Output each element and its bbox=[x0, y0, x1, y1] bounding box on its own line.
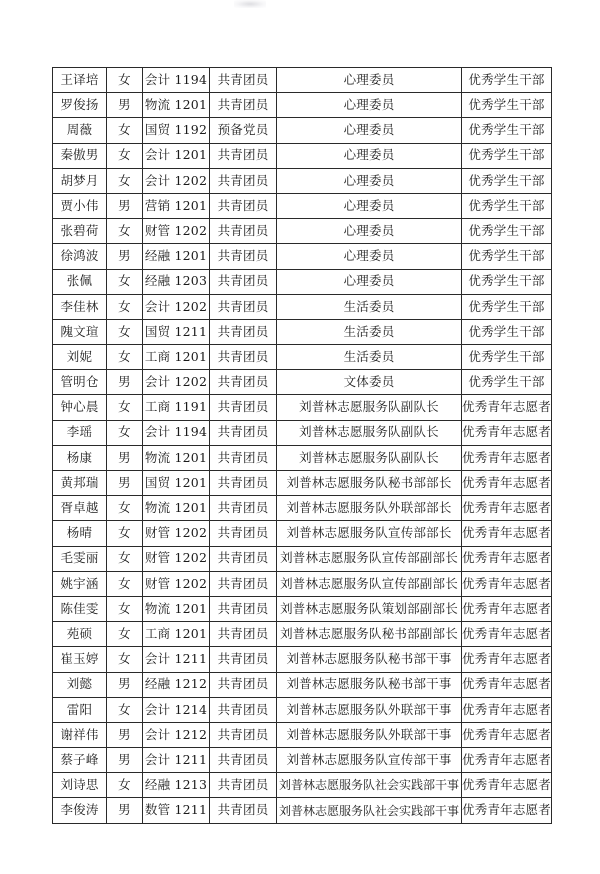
table-row bbox=[53, 798, 552, 823]
class-cell: 会计 1211 bbox=[143, 647, 210, 672]
position-cell: 刘普林志愿服务队社会实践部干事 bbox=[277, 773, 462, 798]
gender-cell: 女 bbox=[107, 773, 143, 798]
student-name-cell: 姚宇涵 bbox=[53, 571, 107, 596]
student-name-cell: 谢祥伟 bbox=[53, 722, 107, 747]
position-cell: 刘普林志愿服务队秘书部副部长 bbox=[277, 622, 462, 647]
award-cell: 优秀青年志愿者 bbox=[462, 672, 552, 697]
table-row bbox=[53, 748, 552, 773]
student-name-cell: 张佩 bbox=[53, 269, 107, 294]
table-row bbox=[53, 93, 552, 118]
student-name-cell: 毛雯丽 bbox=[53, 546, 107, 571]
table-row bbox=[53, 773, 552, 798]
position-cell: 刘普林志愿服务队副队长 bbox=[277, 445, 462, 470]
political-status-cell: 共青团员 bbox=[210, 319, 277, 344]
class-cell: 会计 1202 bbox=[143, 294, 210, 319]
roster-body bbox=[53, 68, 552, 824]
award-cell: 优秀青年志愿者 bbox=[462, 622, 552, 647]
award-cell: 优秀青年志愿者 bbox=[462, 395, 552, 420]
student-name-cell: 蔡子峰 bbox=[53, 748, 107, 773]
political-status-cell: 共青团员 bbox=[210, 395, 277, 420]
table-row bbox=[53, 319, 552, 344]
table-row bbox=[53, 269, 552, 294]
table-row bbox=[53, 244, 552, 269]
table-row bbox=[53, 168, 552, 193]
student-name-cell: 杨康 bbox=[53, 445, 107, 470]
position-cell: 心理委员 bbox=[277, 244, 462, 269]
position-cell: 刘普林志愿服务队秘书部部长 bbox=[277, 471, 462, 496]
table-row bbox=[53, 697, 552, 722]
table-row bbox=[53, 193, 552, 218]
political-status-cell: 共青团员 bbox=[210, 168, 277, 193]
political-status-cell: 共青团员 bbox=[210, 219, 277, 244]
award-cell: 优秀学生干部 bbox=[462, 193, 552, 218]
student-name-cell: 王译培 bbox=[53, 68, 107, 93]
position-cell: 刘普林志愿服务队社会实践部干事 bbox=[277, 798, 462, 823]
political-status-cell: 共青团员 bbox=[210, 748, 277, 773]
table-row bbox=[53, 395, 552, 420]
gender-cell: 女 bbox=[107, 294, 143, 319]
student-name-cell: 钟心晨 bbox=[53, 395, 107, 420]
political-status-cell: 共青团员 bbox=[210, 521, 277, 546]
award-cell: 优秀青年志愿者 bbox=[462, 798, 552, 823]
class-cell: 经融 1213 bbox=[143, 773, 210, 798]
student-name-cell: 秦傲男 bbox=[53, 143, 107, 168]
gender-cell: 女 bbox=[107, 395, 143, 420]
class-cell: 物流 1201 bbox=[143, 496, 210, 521]
class-cell: 财管 1202 bbox=[143, 571, 210, 596]
position-cell: 刘普林志愿服务队外联部干事 bbox=[277, 722, 462, 747]
award-cell: 优秀学生干部 bbox=[462, 244, 552, 269]
award-roster-table bbox=[52, 67, 552, 824]
award-cell: 优秀学生干部 bbox=[462, 168, 552, 193]
scan-artifact-mark bbox=[234, 0, 266, 8]
political-status-cell: 共青团员 bbox=[210, 68, 277, 93]
award-cell: 优秀青年志愿者 bbox=[462, 722, 552, 747]
table-row bbox=[53, 370, 552, 395]
class-cell: 物流 1201 bbox=[143, 596, 210, 621]
position-cell: 心理委员 bbox=[277, 168, 462, 193]
political-status-cell: 共青团员 bbox=[210, 143, 277, 168]
student-name-cell: 李瑶 bbox=[53, 420, 107, 445]
award-cell: 优秀学生干部 bbox=[462, 219, 552, 244]
gender-cell: 女 bbox=[107, 571, 143, 596]
student-name-cell: 徐鸿波 bbox=[53, 244, 107, 269]
student-name-cell: 陈佳雯 bbox=[53, 596, 107, 621]
student-name-cell: 隗文瑄 bbox=[53, 319, 107, 344]
gender-cell: 男 bbox=[107, 244, 143, 269]
position-cell: 刘普林志愿服务队秘书部干事 bbox=[277, 647, 462, 672]
position-cell: 刘普林志愿服务队宣传部干事 bbox=[277, 748, 462, 773]
student-name-cell: 李俊涛 bbox=[53, 798, 107, 823]
position-cell: 心理委员 bbox=[277, 93, 462, 118]
student-name-cell: 胡梦月 bbox=[53, 168, 107, 193]
student-name-cell: 胥卓越 bbox=[53, 496, 107, 521]
award-cell: 优秀青年志愿者 bbox=[462, 471, 552, 496]
position-cell: 刘普林志愿服务队宣传部副部长 bbox=[277, 571, 462, 596]
class-cell: 物流 1201 bbox=[143, 445, 210, 470]
award-cell: 优秀青年志愿者 bbox=[462, 773, 552, 798]
gender-cell: 女 bbox=[107, 596, 143, 621]
class-cell: 经融 1201 bbox=[143, 244, 210, 269]
table-row bbox=[53, 143, 552, 168]
award-cell: 优秀学生干部 bbox=[462, 319, 552, 344]
gender-cell: 女 bbox=[107, 546, 143, 571]
award-cell: 优秀青年志愿者 bbox=[462, 420, 552, 445]
award-cell: 优秀青年志愿者 bbox=[462, 546, 552, 571]
table-row bbox=[53, 596, 552, 621]
class-cell: 经融 1212 bbox=[143, 672, 210, 697]
award-cell: 优秀青年志愿者 bbox=[462, 748, 552, 773]
class-cell: 会计 1202 bbox=[143, 370, 210, 395]
class-cell: 会计 1194 bbox=[143, 420, 210, 445]
gender-cell: 女 bbox=[107, 118, 143, 143]
class-cell: 会计 1214 bbox=[143, 697, 210, 722]
gender-cell: 女 bbox=[107, 143, 143, 168]
position-cell: 刘普林志愿服务队副队长 bbox=[277, 420, 462, 445]
position-cell: 刘普林志愿服务队宣传部副部长 bbox=[277, 546, 462, 571]
political-status-cell: 共青团员 bbox=[210, 496, 277, 521]
gender-cell: 女 bbox=[107, 269, 143, 294]
political-status-cell: 共青团员 bbox=[210, 596, 277, 621]
gender-cell: 女 bbox=[107, 319, 143, 344]
political-status-cell: 共青团员 bbox=[210, 294, 277, 319]
student-name-cell: 黄邦瑞 bbox=[53, 471, 107, 496]
gender-cell: 女 bbox=[107, 496, 143, 521]
gender-cell: 女 bbox=[107, 647, 143, 672]
position-cell: 心理委员 bbox=[277, 118, 462, 143]
political-status-cell: 共青团员 bbox=[210, 622, 277, 647]
position-cell: 刘普林志愿服务队秘书部干事 bbox=[277, 672, 462, 697]
gender-cell: 男 bbox=[107, 193, 143, 218]
award-cell: 优秀青年志愿者 bbox=[462, 647, 552, 672]
award-cell: 优秀青年志愿者 bbox=[462, 445, 552, 470]
student-name-cell: 管明仓 bbox=[53, 370, 107, 395]
gender-cell: 女 bbox=[107, 697, 143, 722]
political-status-cell: 共青团员 bbox=[210, 93, 277, 118]
gender-cell: 女 bbox=[107, 521, 143, 546]
political-status-cell: 共青团员 bbox=[210, 798, 277, 823]
political-status-cell: 共青团员 bbox=[210, 546, 277, 571]
class-cell: 工商 1201 bbox=[143, 345, 210, 370]
political-status-cell: 共青团员 bbox=[210, 244, 277, 269]
student-name-cell: 贾小伟 bbox=[53, 193, 107, 218]
position-cell: 刘普林志愿服务队宣传部部长 bbox=[277, 521, 462, 546]
student-name-cell: 罗俊扬 bbox=[53, 93, 107, 118]
class-cell: 物流 1201 bbox=[143, 93, 210, 118]
student-name-cell: 周薇 bbox=[53, 118, 107, 143]
award-cell: 优秀青年志愿者 bbox=[462, 571, 552, 596]
student-name-cell: 崔玉婷 bbox=[53, 647, 107, 672]
gender-cell: 男 bbox=[107, 445, 143, 470]
position-cell: 心理委员 bbox=[277, 193, 462, 218]
table-row bbox=[53, 471, 552, 496]
gender-cell: 男 bbox=[107, 748, 143, 773]
political-status-cell: 共青团员 bbox=[210, 672, 277, 697]
award-cell: 优秀青年志愿者 bbox=[462, 496, 552, 521]
class-cell: 会计 1211 bbox=[143, 748, 210, 773]
award-cell: 优秀学生干部 bbox=[462, 269, 552, 294]
gender-cell: 男 bbox=[107, 93, 143, 118]
award-cell: 优秀学生干部 bbox=[462, 370, 552, 395]
award-cell: 优秀青年志愿者 bbox=[462, 596, 552, 621]
table-row bbox=[53, 672, 552, 697]
table-row bbox=[53, 647, 552, 672]
class-cell: 数管 1211 bbox=[143, 798, 210, 823]
political-status-cell: 共青团员 bbox=[210, 722, 277, 747]
political-status-cell: 共青团员 bbox=[210, 697, 277, 722]
award-cell: 优秀学生干部 bbox=[462, 143, 552, 168]
student-name-cell: 雷阳 bbox=[53, 697, 107, 722]
political-status-cell: 共青团员 bbox=[210, 647, 277, 672]
class-cell: 国贸 1192 bbox=[143, 118, 210, 143]
class-cell: 会计 1202 bbox=[143, 168, 210, 193]
gender-cell: 女 bbox=[107, 219, 143, 244]
gender-cell: 女 bbox=[107, 345, 143, 370]
award-cell: 优秀学生干部 bbox=[462, 118, 552, 143]
table-row bbox=[53, 445, 552, 470]
table-row bbox=[53, 722, 552, 747]
award-cell: 优秀青年志愿者 bbox=[462, 521, 552, 546]
class-cell: 财管 1202 bbox=[143, 521, 210, 546]
political-status-cell: 共青团员 bbox=[210, 571, 277, 596]
class-cell: 营销 1201 bbox=[143, 193, 210, 218]
position-cell: 心理委员 bbox=[277, 269, 462, 294]
table-row bbox=[53, 420, 552, 445]
award-cell: 优秀学生干部 bbox=[462, 345, 552, 370]
table-row bbox=[53, 571, 552, 596]
position-cell: 刘普林志愿服务队策划部副部长 bbox=[277, 596, 462, 621]
gender-cell: 男 bbox=[107, 370, 143, 395]
student-name-cell: 李佳林 bbox=[53, 294, 107, 319]
award-cell: 优秀学生干部 bbox=[462, 294, 552, 319]
position-cell: 生活委员 bbox=[277, 294, 462, 319]
gender-cell: 男 bbox=[107, 722, 143, 747]
political-status-cell: 共青团员 bbox=[210, 773, 277, 798]
class-cell: 国贸 1201 bbox=[143, 471, 210, 496]
position-cell: 心理委员 bbox=[277, 143, 462, 168]
table-row bbox=[53, 294, 552, 319]
gender-cell: 女 bbox=[107, 168, 143, 193]
political-status-cell: 共青团员 bbox=[210, 420, 277, 445]
position-cell: 心理委员 bbox=[277, 219, 462, 244]
gender-cell: 男 bbox=[107, 672, 143, 697]
gender-cell: 女 bbox=[107, 420, 143, 445]
position-cell: 生活委员 bbox=[277, 319, 462, 344]
political-status-cell: 共青团员 bbox=[210, 471, 277, 496]
position-cell: 刘普林志愿服务队外联部干事 bbox=[277, 697, 462, 722]
position-cell: 心理委员 bbox=[277, 68, 462, 93]
table-row bbox=[53, 345, 552, 370]
class-cell: 会计 1201 bbox=[143, 143, 210, 168]
table-row bbox=[53, 68, 552, 93]
table-row bbox=[53, 622, 552, 647]
class-cell: 财管 1202 bbox=[143, 546, 210, 571]
class-cell: 经融 1203 bbox=[143, 269, 210, 294]
table-row bbox=[53, 496, 552, 521]
political-status-cell: 共青团员 bbox=[210, 370, 277, 395]
gender-cell: 女 bbox=[107, 622, 143, 647]
student-name-cell: 杨晴 bbox=[53, 521, 107, 546]
political-status-cell: 共青团员 bbox=[210, 345, 277, 370]
table-row bbox=[53, 219, 552, 244]
student-name-cell: 刘妮 bbox=[53, 345, 107, 370]
class-cell: 国贸 1211 bbox=[143, 319, 210, 344]
position-cell: 生活委员 bbox=[277, 345, 462, 370]
student-name-cell: 张碧荷 bbox=[53, 219, 107, 244]
political-status-cell: 共青团员 bbox=[210, 269, 277, 294]
political-status-cell: 共青团员 bbox=[210, 445, 277, 470]
award-cell: 优秀青年志愿者 bbox=[462, 697, 552, 722]
gender-cell: 女 bbox=[107, 68, 143, 93]
position-cell: 文体委员 bbox=[277, 370, 462, 395]
award-cell: 优秀学生干部 bbox=[462, 68, 552, 93]
table-row bbox=[53, 521, 552, 546]
class-cell: 财管 1202 bbox=[143, 219, 210, 244]
position-cell: 刘普林志愿服务队外联部部长 bbox=[277, 496, 462, 521]
student-name-cell: 刘诗思 bbox=[53, 773, 107, 798]
political-status-cell: 共青团员 bbox=[210, 193, 277, 218]
award-cell: 优秀学生干部 bbox=[462, 93, 552, 118]
class-cell: 工商 1201 bbox=[143, 622, 210, 647]
table-row bbox=[53, 546, 552, 571]
table-row bbox=[53, 118, 552, 143]
class-cell: 会计 1194 bbox=[143, 68, 210, 93]
political-status-cell: 预备党员 bbox=[210, 118, 277, 143]
gender-cell: 男 bbox=[107, 471, 143, 496]
class-cell: 工商 1191 bbox=[143, 395, 210, 420]
student-name-cell: 刘懿 bbox=[53, 672, 107, 697]
student-name-cell: 苑硕 bbox=[53, 622, 107, 647]
gender-cell: 男 bbox=[107, 798, 143, 823]
class-cell: 会计 1212 bbox=[143, 722, 210, 747]
position-cell: 刘普林志愿服务队副队长 bbox=[277, 395, 462, 420]
